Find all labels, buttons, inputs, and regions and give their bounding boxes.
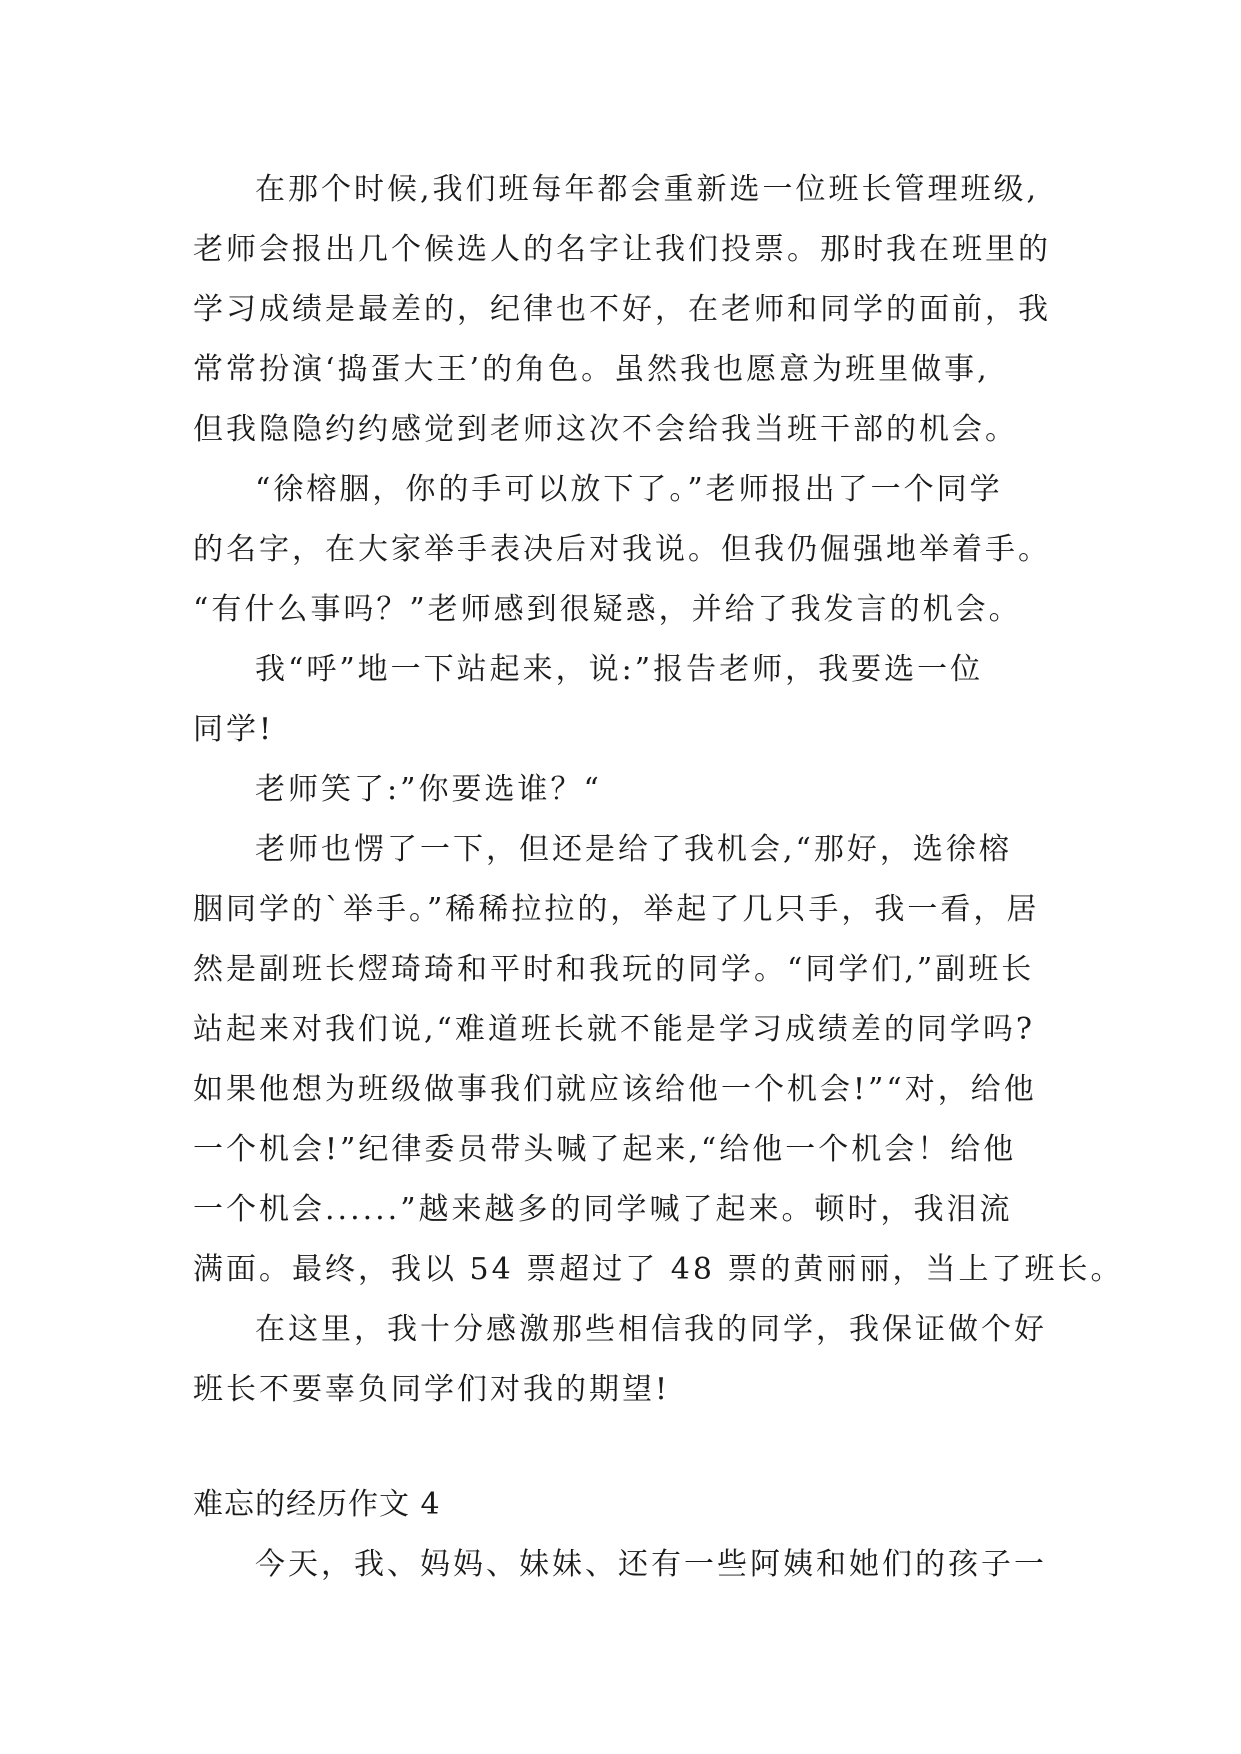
- paragraph-line: 我“呼”地一下站起来，说:”报告老师，我要选一位: [255, 652, 984, 687]
- paragraph-line: 胭同学的`举手。”稀稀拉拉的，举起了几只手，我一看，居: [193, 892, 1040, 927]
- paragraph-line: 但我隐隐约约感觉到老师这次不会给我当班干部的机会。: [193, 412, 1018, 447]
- paragraph-line: 老师会报出几个候选人的名字让我们投票。那时我在班里的: [193, 232, 1051, 267]
- paragraph-line: 学习成绩是最差的，纪律也不好，在老师和同学的面前，我: [193, 292, 1051, 327]
- essay-body: [193, 160, 1124, 1595]
- paragraph-line: 常常扮演‘捣蛋大王’的角色。虽然我也愿意为班里做事,: [193, 352, 990, 387]
- paragraph-line: 站起来对我们说,“难道班长就不能是学习成绩差的同学吗?: [193, 1012, 1035, 1047]
- paragraph-line: 班长不要辜负同学们对我的期望!: [193, 1372, 671, 1407]
- paragraph-line: 一个机会!”纪律委员带头喊了起来,“给他一个机会！给他: [193, 1132, 1017, 1167]
- paragraph-line: 一个机会......”越来越多的同学喊了起来。顿时，我泪流: [193, 1192, 1013, 1227]
- paragraph-line: 的名字，在大家举手表决后对我说。但我仍倔强地举着手。: [193, 532, 1051, 567]
- paragraph-line: 在那个时候,我们班每年都会重新选一位班长管理班级,: [255, 172, 1040, 207]
- paragraph-line: 老师笑了:”你要选谁？“: [255, 772, 602, 807]
- paragraph-line: “徐榕胭，你的手可以放下了。”老师报出了一个同学: [255, 472, 1003, 507]
- paragraph-line: 同学!: [193, 712, 275, 747]
- paragraph-line: 如果他想为班级做事我们就应该给他一个机会!”“对，给他: [193, 1072, 1037, 1107]
- paragraph-line: 老师也愣了一下，但还是给了我机会,“那好，选徐榕: [255, 832, 1012, 867]
- paragraph-line: 然是副班长熤琦琦和平时和我玩的同学。“同学们,”副班长: [193, 952, 1035, 987]
- section-heading: 难忘的经历作文 4: [193, 1487, 441, 1522]
- paragraph-line: 今天，我、妈妈、妹妹、还有一些阿姨和她们的孩子一: [255, 1547, 1047, 1582]
- paragraph-line: 满面。最终，我以 54 票超过了 48 票的黄丽丽，当上了班长。: [193, 1252, 1124, 1287]
- paragraph-line: 在这里，我十分感激那些相信我的同学，我保证做个好: [255, 1312, 1047, 1347]
- paragraph-line: “有什么事吗？”老师感到很疑惑，并给了我发言的机会。: [193, 592, 1022, 627]
